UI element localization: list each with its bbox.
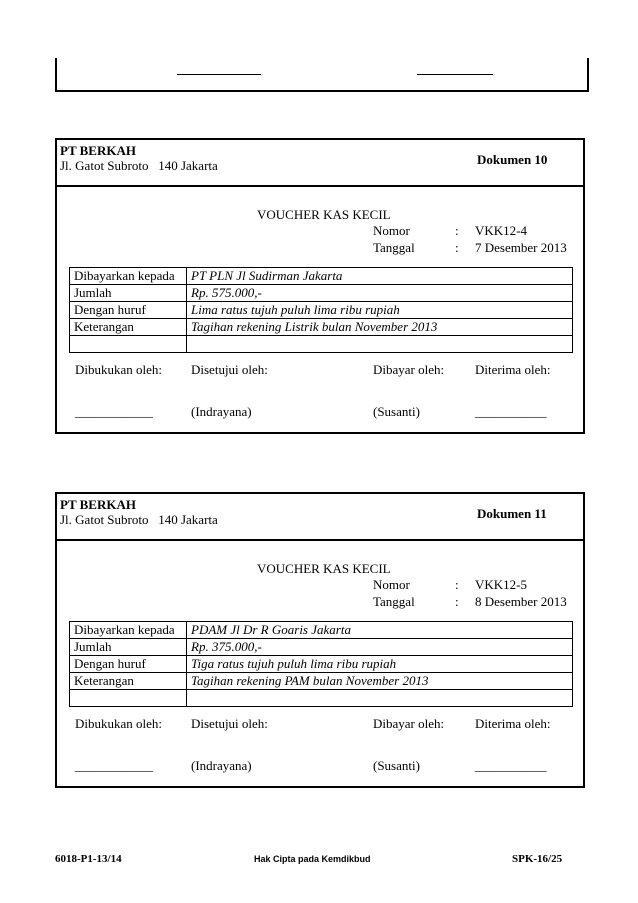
diterima-label: Diterima oleh: [475, 716, 551, 731]
row-label: Dengan huruf [70, 656, 187, 673]
tanggal-separator: : [455, 240, 459, 255]
payment-detail-table [69, 267, 573, 353]
row-value [187, 690, 573, 707]
row-label: Jumlah [70, 639, 187, 656]
row-label: Keterangan [70, 319, 187, 336]
payment-detail-table [69, 621, 573, 707]
company-address: Jl. Gatot Subroto 140 Jakarta [60, 158, 218, 173]
nomor-separator: : [455, 577, 459, 592]
tanggal-separator: : [455, 594, 459, 609]
voucher-card [55, 492, 585, 788]
row-value: Tagihan rekening PAM bulan November 2013 [187, 673, 573, 690]
dibayar-label: Dibayar oleh: [373, 716, 445, 731]
row-label: Dibayarkan kepada [70, 268, 187, 285]
table-row [70, 690, 573, 707]
dibayar-name: (Susanti) [373, 404, 420, 419]
row-value: Tagihan rekening Listrik bulan November 2013 [187, 319, 573, 336]
row-value: Tiga ratus tujuh puluh lima ribu rupiah [187, 656, 573, 673]
row-label [70, 336, 187, 353]
dibukukan-name: ____________ [75, 758, 153, 773]
dibukukan-label: Dibukukan oleh: [75, 362, 163, 377]
tanggal-value: 8 Desember 2013 [475, 594, 567, 609]
row-value: PDAM Jl Dr R Goaris Jakarta [187, 622, 573, 639]
voucher-title: VOUCHER KAS KECIL [257, 561, 391, 576]
disetujui-name: (Indrayana) [191, 404, 252, 419]
nomor-value: VKK12-5 [475, 577, 527, 592]
table-row [70, 302, 573, 319]
row-value [187, 336, 573, 353]
tanggal-label: Tanggal [373, 594, 415, 609]
previous-voucher-fragment [55, 58, 589, 92]
dibayar-label: Dibayar oleh: [373, 362, 445, 377]
table-row [70, 268, 573, 285]
tanggal-label: Tanggal [373, 240, 415, 255]
company-name: PT BERKAH [60, 497, 136, 512]
copyright-notice: Hak Cipta pada Kemdikbud [254, 854, 371, 864]
disetujui-name: (Indrayana) [191, 758, 252, 773]
table-row [70, 673, 573, 690]
row-value: Lima ratus tujuh puluh lima ribu rupiah [187, 302, 573, 319]
row-value: Rp. 575.000,- [187, 285, 573, 302]
nomor-value: VKK12-4 [475, 223, 527, 238]
table-row [70, 336, 573, 353]
table-row [70, 639, 573, 656]
diterima-name: ___________ [475, 758, 547, 773]
row-label: Jumlah [70, 285, 187, 302]
tanggal-value: 7 Desember 2013 [475, 240, 567, 255]
disetujui-label: Disetujui oleh: [191, 362, 268, 377]
nomor-label: Nomor [373, 577, 410, 592]
diterima-label: Diterima oleh: [475, 362, 551, 377]
dibayar-name: (Susanti) [373, 758, 420, 773]
diterima-name: ___________ [475, 404, 547, 419]
nomor-separator: : [455, 223, 459, 238]
exam-code: 6018-P1-13/14 [55, 853, 122, 865]
row-label: Dengan huruf [70, 302, 187, 319]
table-row [70, 319, 573, 336]
company-name: PT BERKAH [60, 143, 136, 158]
row-value: PT PLN Jl Sudirman Jakarta [187, 268, 573, 285]
voucher-header [57, 140, 583, 187]
document-number: Dokumen 11 [477, 506, 547, 521]
voucher-card [55, 138, 585, 434]
row-label: Keterangan [70, 673, 187, 690]
disetujui-label: Disetujui oleh: [191, 716, 268, 731]
nomor-label: Nomor [373, 223, 410, 238]
dibukukan-name: ____________ [75, 404, 153, 419]
company-address: Jl. Gatot Subroto 140 Jakarta [60, 512, 218, 527]
row-value: Rp. 375.000,- [187, 639, 573, 656]
table-row [70, 656, 573, 673]
row-label [70, 690, 187, 707]
signature-line-left [177, 74, 261, 75]
signature-line-right [417, 74, 493, 75]
document-number: Dokumen 10 [477, 152, 548, 167]
voucher-header [57, 494, 583, 541]
table-row [70, 285, 573, 302]
table-row [70, 622, 573, 639]
page-number: SPK-16/25 [512, 853, 563, 865]
voucher-title: VOUCHER KAS KECIL [257, 207, 391, 222]
row-label: Dibayarkan kepada [70, 622, 187, 639]
dibukukan-label: Dibukukan oleh: [75, 716, 163, 731]
